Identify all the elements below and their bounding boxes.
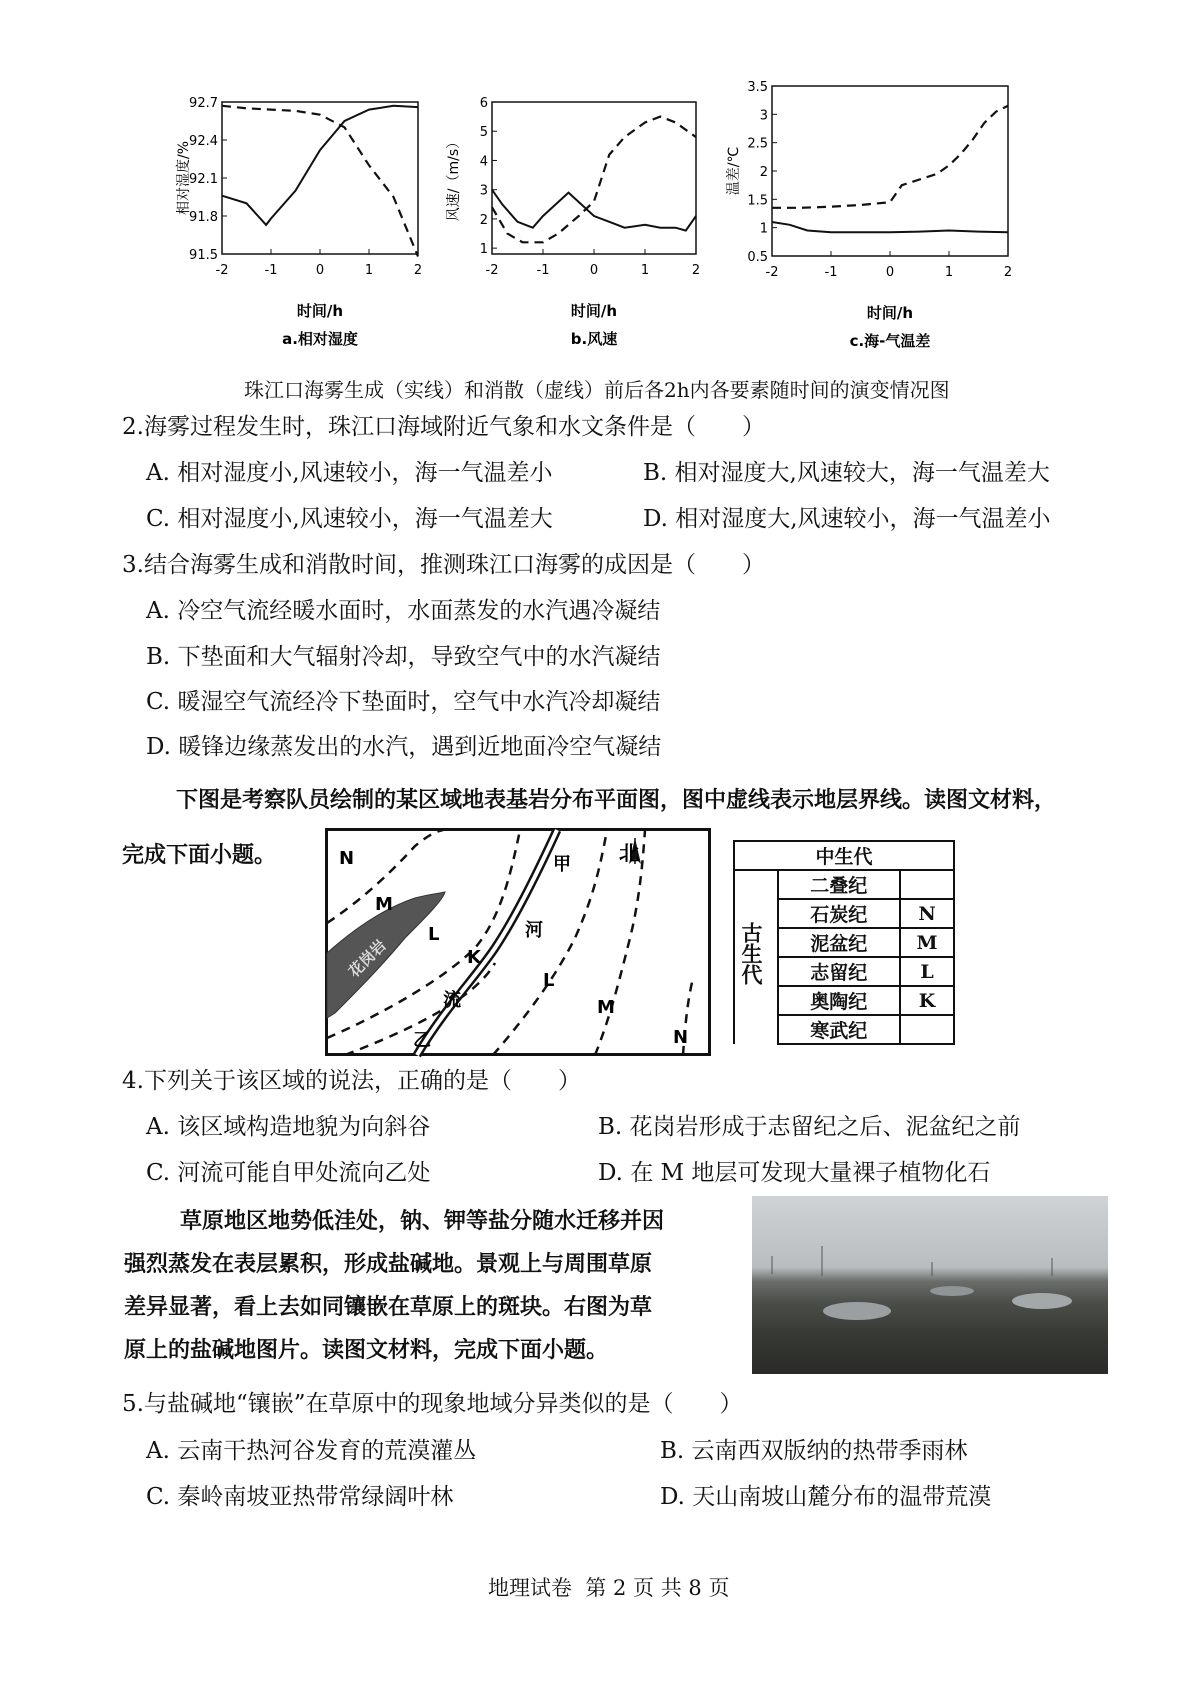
- formation-line: [772, 222, 1008, 232]
- map-label-m-left: M: [375, 894, 393, 915]
- q4-intro-line2: 完成下面小题。: [122, 842, 277, 868]
- bedrock-map: [325, 828, 711, 1056]
- q5-option-b[interactable]: B. 云南西双版纳的热带季雨林: [660, 1438, 968, 1464]
- q5-option-a[interactable]: A. 云南干热河谷发育的荒漠灌丛: [146, 1438, 477, 1464]
- period-carboniferous: 石炭纪: [778, 899, 900, 928]
- map-label-k: K: [467, 947, 481, 968]
- code-cambrian: [900, 1015, 954, 1044]
- formation-line: [492, 190, 696, 231]
- q5-option-c[interactable]: C. 秦岭南坡亚热带常绿阔叶林: [146, 1484, 454, 1510]
- x-tick-label: -2: [215, 263, 229, 278]
- page-footer: 地理试卷 第 2 页 共 8 页: [488, 1576, 730, 1600]
- x-tick-label: -1: [824, 265, 838, 280]
- map-label-liu: 流: [443, 990, 461, 1011]
- period-cambrian: 寒武纪: [778, 1015, 900, 1044]
- code-ordovician: K: [900, 986, 954, 1015]
- y-tick-label: 92.7: [189, 96, 218, 111]
- q4-option-d[interactable]: D. 在 M 地层可发现大量裸子植物化石: [598, 1160, 991, 1186]
- x-tick-label: -2: [485, 263, 499, 278]
- q3-option-c[interactable]: C. 暖湿空气流经冷下垫面时，空气中水汽冷却凝结: [146, 689, 661, 715]
- chart-caption: b.风速: [570, 330, 618, 348]
- y-tick-label: 91.5: [189, 248, 218, 263]
- x-tick-label: 2: [413, 263, 423, 278]
- q4-option-c[interactable]: C. 河流可能自甲处流向乙处: [146, 1160, 431, 1186]
- plot-frame: [492, 102, 696, 254]
- period-devonian: 泥盆纪: [778, 928, 900, 957]
- q3-option-a[interactable]: A. 冷空气流经暖水面时，水面蒸发的水汽遇冷凝结: [146, 598, 661, 624]
- x-tick-label: 0: [885, 265, 895, 280]
- x-tick-label: 1: [944, 265, 954, 280]
- x-tick-label: 1: [640, 263, 650, 278]
- x-axis-label: 时间/h: [866, 304, 914, 322]
- q5-intro-line3: 差异显著，看上去如同镶嵌在草原上的斑块。右图为草: [124, 1294, 653, 1320]
- y-tick-label: 6: [479, 96, 488, 111]
- chart-caption: a.相对湿度: [282, 330, 358, 348]
- dissipation-line: [772, 106, 1008, 208]
- q3-option-d[interactable]: D. 暖锋边缘蒸发出的水汽，遇到近地面冷空气凝结: [146, 734, 662, 760]
- chart-caption: c.海-气温差: [849, 332, 931, 350]
- chart-wind-speed: [446, 90, 740, 360]
- map-label-n-left: N: [339, 848, 355, 869]
- map-label-granite: 花岗岩: [345, 936, 390, 981]
- q5-intro-line2: 强烈蒸发在表层累积，形成盐碱地。景观上与周围草原: [124, 1251, 653, 1277]
- y-tick-label: 3.5: [747, 80, 768, 95]
- map-label-n-right: N: [673, 1027, 689, 1048]
- chart-sea-air-temp-diff: [720, 80, 1050, 360]
- code-permian: [900, 870, 954, 899]
- x-tick-label: -1: [536, 263, 550, 278]
- map-label-l-right: L: [543, 970, 555, 991]
- question-3: 3.结合海雾生成和消散时间，推测珠江口海雾的成因是（ ）: [122, 552, 765, 578]
- x-tick-label: 1: [364, 263, 374, 278]
- plot-frame: [222, 102, 418, 254]
- q5-intro-line1: 草原地区地势低洼处，钠、钾等盐分随水迁移并因: [180, 1208, 665, 1234]
- y-tick-label: 2: [759, 165, 768, 180]
- question-2: 2.海雾过程发生时，珠江口海域附近气象和水文条件是（ ）: [122, 414, 765, 440]
- x-tick-label: 2: [691, 263, 701, 278]
- y-tick-label: 92.1: [189, 172, 218, 187]
- x-tick-label: -2: [765, 265, 779, 280]
- y-tick-label: 0.5: [747, 250, 768, 265]
- code-carboniferous: N: [900, 899, 954, 928]
- y-tick-label: 1: [479, 242, 488, 258]
- y-tick-label: 92.4: [189, 134, 218, 149]
- q5-intro-line4: 原上的盐碱地图片。读图文材料，完成下面小题。: [124, 1337, 609, 1363]
- formation-line: [222, 106, 418, 225]
- y-tick-label: 5: [479, 125, 488, 141]
- map-label-he: 河: [525, 920, 543, 941]
- charts-caption: 珠江口海雾生成（实线）和消散（虚线）前后各2h内各要素随时间的演变情况图: [244, 378, 950, 402]
- y-tick-label: 91.8: [189, 210, 218, 225]
- y-axis-label: 相对湿度/%: [176, 140, 192, 216]
- y-tick-label: 1: [759, 221, 768, 237]
- strata-table: [733, 840, 955, 1045]
- chart-relative-humidity: [170, 90, 470, 360]
- saline-land-photo: [752, 1196, 1108, 1374]
- q2-option-b[interactable]: B. 相对湿度大,风速较大，海一气温差大: [643, 460, 1050, 486]
- q4-option-b[interactable]: B. 花岗岩形成于志留纪之后、泥盆纪之前: [598, 1114, 1021, 1140]
- y-tick-label: 2: [479, 212, 488, 228]
- y-tick-label: 4: [479, 154, 488, 170]
- question-5: 5.与盐碱地“镶嵌”在草原中的现象地域分异类似的是（ ）: [122, 1391, 743, 1417]
- era-paleozoic: 古生代: [739, 922, 764, 985]
- map-label-jia: 甲: [553, 854, 571, 875]
- era-mesozoic: 中生代: [734, 841, 954, 870]
- y-tick-label: 2.5: [747, 136, 768, 152]
- q5-option-d[interactable]: D. 天山南坡山麓分布的温带荒漠: [660, 1484, 992, 1510]
- x-axis-label: 时间/h: [296, 302, 344, 320]
- map-label-m-right: M: [597, 997, 615, 1018]
- q2-option-c[interactable]: C. 相对湿度小,风速较小，海一气温差大: [146, 506, 553, 532]
- y-axis-label: 风速/（m/s）: [446, 134, 462, 222]
- x-tick-label: 0: [315, 263, 325, 278]
- map-label-north: 北: [619, 841, 639, 865]
- y-tick-label: 1.5: [747, 193, 768, 209]
- question-4: 4.下列关于该区域的说法，正确的是（ ）: [122, 1068, 581, 1094]
- y-tick-label: 3: [479, 183, 488, 199]
- x-axis-label: 时间/h: [570, 302, 618, 320]
- q3-option-b[interactable]: B. 下垫面和大气辐射冷却，导致空气中的水汽凝结: [146, 644, 661, 670]
- q2-option-d[interactable]: D. 相对湿度大,风速较小，海一气温差小: [643, 506, 1051, 532]
- x-tick-label: 0: [589, 263, 599, 278]
- y-axis-label: 温差/℃: [726, 146, 742, 196]
- y-tick-label: 3: [759, 108, 768, 124]
- map-label-l-left: L: [428, 924, 440, 945]
- period-ordovician: 奥陶纪: [778, 986, 900, 1015]
- code-silurian: L: [900, 957, 954, 986]
- code-devonian: M: [900, 928, 954, 957]
- map-label-yi: 乙: [413, 1030, 431, 1051]
- period-permian: 二叠纪: [778, 870, 900, 899]
- period-silurian: 志留纪: [778, 957, 900, 986]
- q4-option-a[interactable]: A. 该区域构造地貌为向斜谷: [146, 1114, 431, 1140]
- x-tick-label: 2: [1003, 265, 1013, 280]
- dissipation-line: [222, 106, 418, 257]
- q4-intro-line1: 下图是考察队员绘制的某区域地表基岩分布平面图，图中虚线表示地层界线。读图文材料，: [176, 787, 1057, 813]
- x-tick-label: -1: [264, 263, 278, 278]
- q2-option-a[interactable]: A. 相对湿度小,风速较小，海一气温差小: [146, 460, 553, 486]
